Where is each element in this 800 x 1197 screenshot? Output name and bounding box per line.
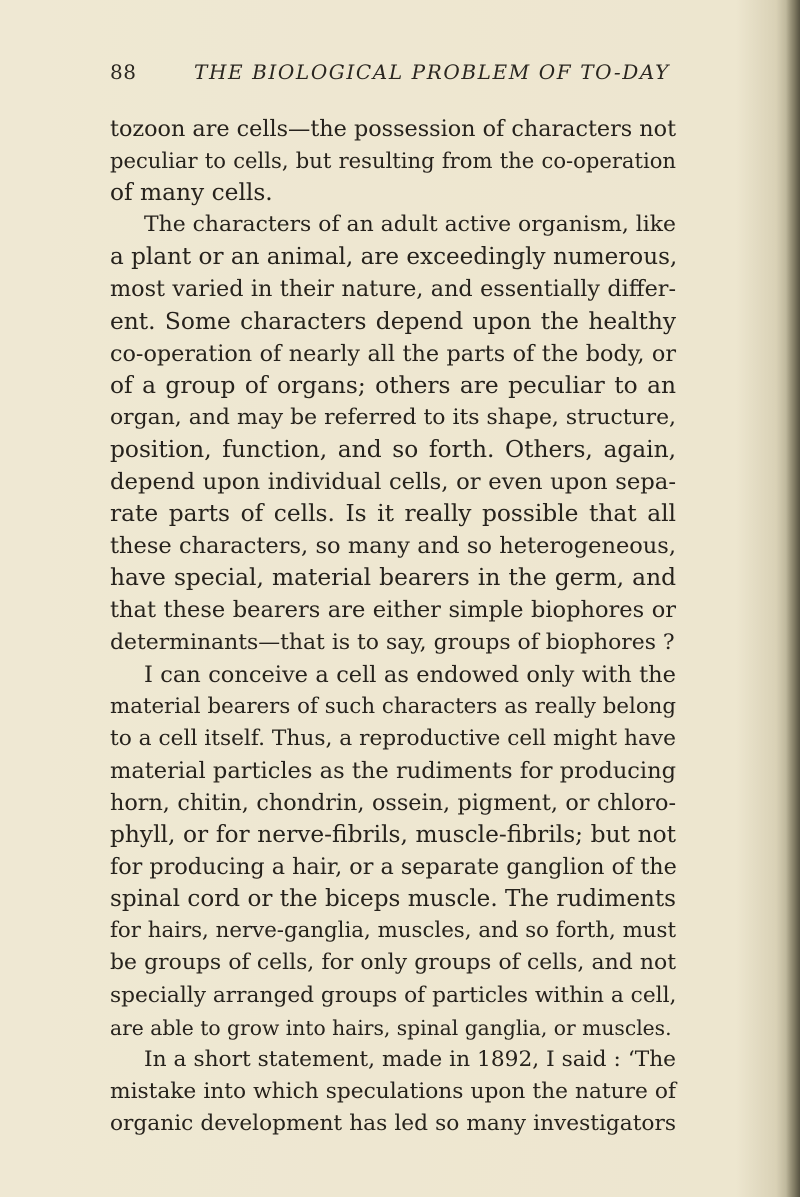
text-line: organ, and may be referred to its shape, structure, bbox=[110, 404, 676, 430]
text-line: have special, material bearers in the germ, and bbox=[110, 564, 676, 592]
paragraph-start-line: In a short statement, made in 1892, I said : ‘The bbox=[144, 1046, 676, 1072]
text-line: tozoon are cells—the possession of characters not bbox=[110, 116, 677, 142]
text-line: organic development has led so many investigators bbox=[110, 1110, 676, 1136]
text-line: specially arranged groups of particles within a cell, bbox=[110, 982, 677, 1008]
text-line: of many cells. bbox=[110, 179, 273, 207]
text-line: depend upon individual cells, or even upon sepa- bbox=[110, 469, 676, 496]
text-line: these characters, so many and so heterogeneous, bbox=[110, 533, 676, 560]
text-line: a plant or an animal, are exceedingly numerous, bbox=[110, 244, 678, 271]
paragraph-start-line: The characters of an adult active organism, like bbox=[144, 212, 676, 238]
text-line: be groups of cells, for only groups of cells, and not bbox=[110, 950, 676, 976]
text-line: material bearers of such characters as really belong bbox=[110, 693, 676, 719]
text-line: material particles as the rudiments for producing bbox=[110, 757, 676, 784]
text-line: rate parts of cells. Is it really possible that all bbox=[110, 500, 676, 528]
page-number: 88 bbox=[110, 60, 137, 84]
text-line: co-operation of nearly all the parts of the body, or bbox=[110, 340, 676, 367]
text-line: are able to grow into hairs, spinal ganglia, or muscles. bbox=[110, 1015, 672, 1040]
paragraph-start-line: I can conceive a cell as endowed only with the bbox=[144, 661, 676, 688]
text-line: peculiar to cells, but resulting from the co-operation bbox=[110, 148, 676, 174]
text-line: for hairs, nerve-ganglia, muscles, and so forth, must bbox=[110, 918, 676, 944]
running-head bbox=[110, 60, 670, 90]
text-line: to a cell itself. Thus, a reproductive cell might have bbox=[110, 725, 676, 751]
text-line: phyll, or for nerve-fibrils, muscle-fibrils; but not bbox=[110, 821, 676, 849]
text-line: that these bearers are either simple biophores or bbox=[110, 597, 676, 624]
text-line: horn, chitin, chondrin, ossein, pigment, or chloro- bbox=[110, 789, 676, 816]
page-edge-shadow bbox=[786, 0, 800, 1197]
text-line: spinal cord or the biceps muscle. The rudiments bbox=[110, 886, 676, 913]
text-line: determinants—that is to say, groups of biophores ? bbox=[110, 629, 675, 655]
body-text bbox=[110, 113, 676, 1140]
running-title: THE BIOLOGICAL PROBLEM OF TO-DAY bbox=[194, 60, 670, 84]
text-line: ent. Some characters depend upon the healthy bbox=[110, 307, 676, 335]
text-line: position, function, and so forth. Others, again, bbox=[110, 435, 676, 463]
text-line: for producing a hair, or a separate ganglion of the bbox=[110, 854, 677, 881]
text-line: most varied in their nature, and essentially differ- bbox=[110, 276, 676, 303]
text-line: mistake into which speculations upon the nature of bbox=[110, 1078, 676, 1104]
text-line: of a group of organs; others are peculiar to an bbox=[110, 371, 676, 399]
